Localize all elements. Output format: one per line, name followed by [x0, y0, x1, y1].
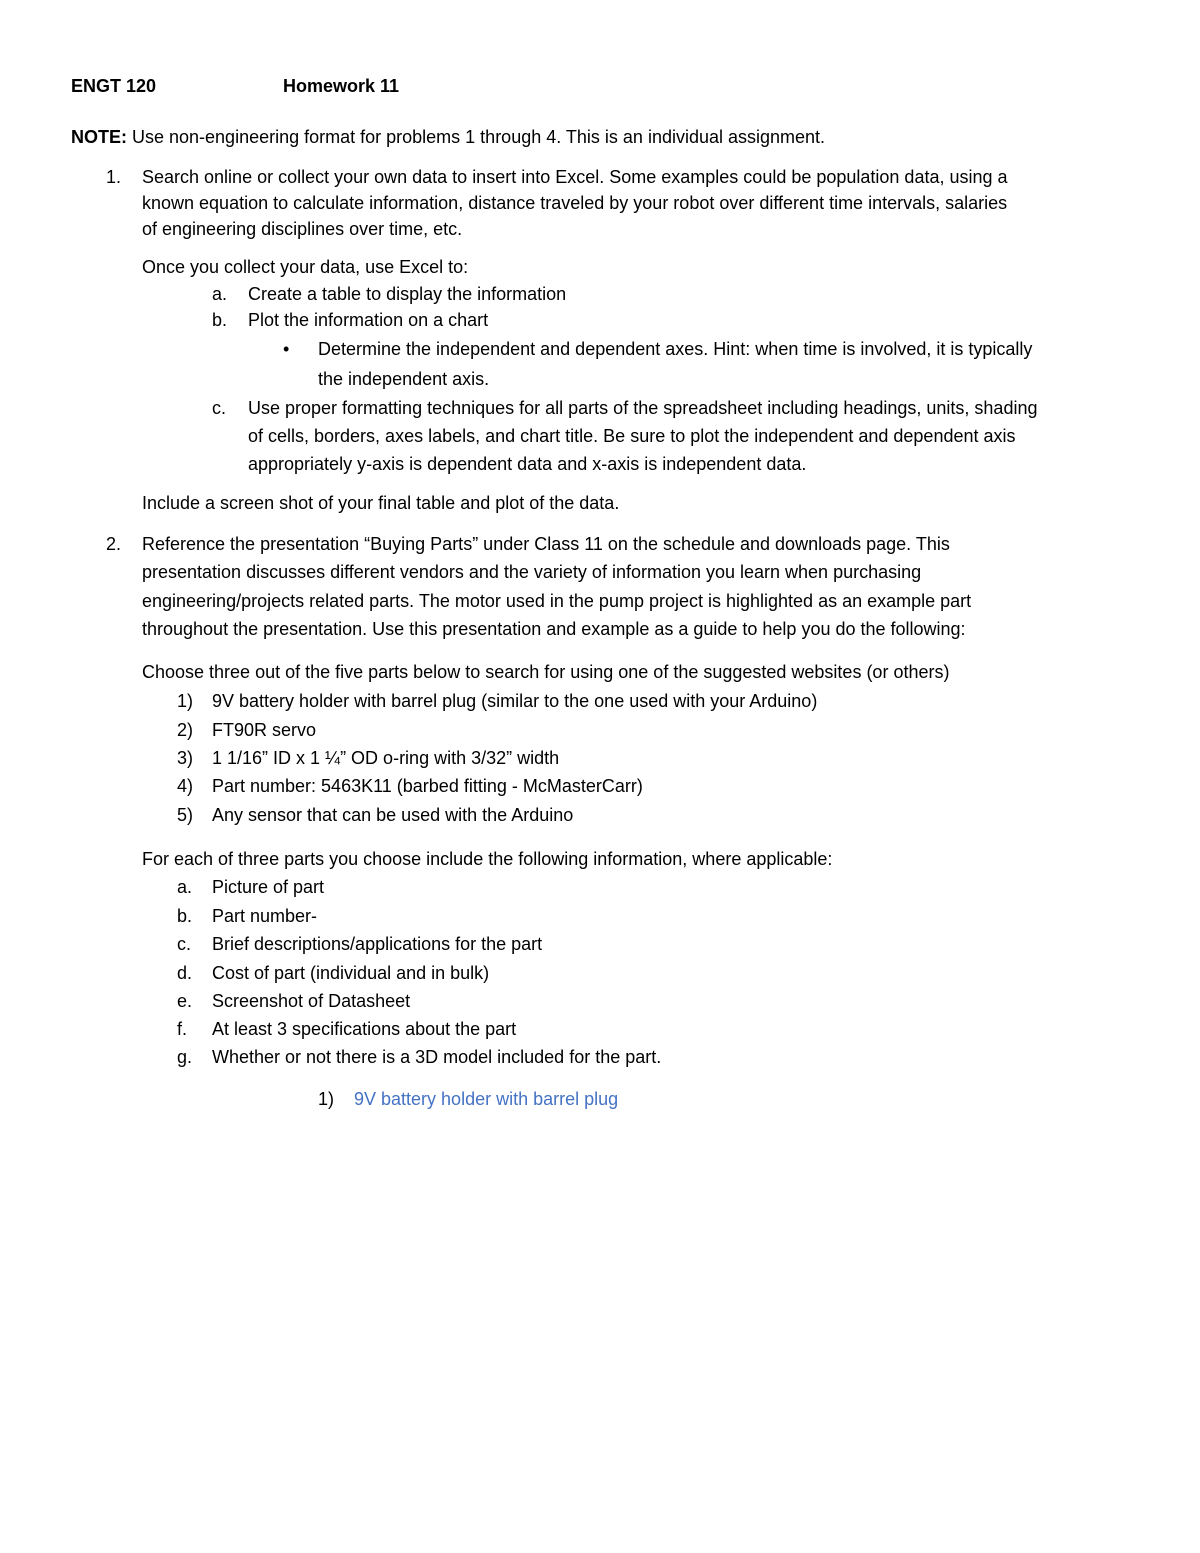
bullet-line: Determine the independent and dependent axes. Hint: when time is involved, it is typically [318, 339, 1033, 359]
list-marker: a. [212, 284, 228, 304]
problem-2-line: engineering/projects related parts. The motor used in the pump project is highlighted as an example part [142, 591, 972, 611]
bullet-line: the independent axis. [318, 369, 490, 389]
list-item-line: of cells, borders, axes labels, and chart title. Be sure to plot the independent and dependent axis [248, 426, 1016, 446]
problem-1-line: Search online or collect your own data to insert into Excel. Some examples could be population data, using a [142, 167, 1008, 187]
list-marker: g. [177, 1047, 193, 1067]
list-marker: 1) [177, 691, 194, 711]
note-text: Use non-engineering format for problems 1 through 4. This is an individual assignment. [127, 127, 826, 147]
problem-1-line: of engineering disciplines over time, etc. [142, 219, 463, 239]
problem-2-line: Reference the presentation “Buying Parts” under Class 11 on the schedule and downloads page. This [142, 534, 950, 554]
list-item: At least 3 specifications about the part [212, 1019, 517, 1039]
list-marker: a. [177, 877, 193, 897]
list-item: Screenshot of Datasheet [212, 991, 411, 1011]
problem-1-line: known equation to calculate information, distance traveled by your robot over different time intervals, salaries [142, 193, 1008, 213]
problem-2-info-intro: For each of three parts you choose include the following information, where applicable: [142, 849, 833, 869]
list-item-line: Use proper formatting techniques for all parts of the spreadsheet including headings, units, shading [248, 398, 1038, 418]
problem-1-number: 1. [106, 167, 122, 187]
list-item: Create a table to display the information [248, 284, 567, 304]
list-marker: b. [212, 310, 228, 330]
list-marker: e. [177, 991, 193, 1011]
list-marker: 4) [177, 776, 194, 796]
list-item: Part number: 5463K11 (barbed fitting - McMasterCarr) [212, 776, 643, 796]
list-marker: 5) [177, 805, 194, 825]
answer-heading: 9V battery holder with barrel plug [354, 1089, 619, 1109]
problem-2-line: throughout the presentation. Use this presentation and example as a guide to help you do the following: [142, 619, 966, 639]
course-code: ENGT 120 [71, 76, 157, 96]
list-item: 1 1/16” ID x 1 ¼” OD o-ring with 3/32” width [212, 748, 560, 768]
list-item-line: appropriately y-axis is dependent data and x-axis is independent data. [248, 454, 807, 474]
list-item: Part number- [212, 906, 318, 926]
list-marker: 3) [177, 748, 194, 768]
list-marker: c. [212, 398, 227, 418]
list-item: Brief descriptions/applications for the part [212, 934, 543, 954]
list-item: 9V battery holder with barrel plug (similar to the one used with your Arduino) [212, 691, 818, 711]
list-item: Cost of part (individual and in bulk) [212, 963, 490, 983]
problem-1-closing: Include a screen shot of your final table and plot of the data. [142, 493, 620, 513]
problem-1-intro: Once you collect your data, use Excel to: [142, 257, 469, 277]
note-label: NOTE: [71, 127, 127, 147]
list-marker: b. [177, 906, 193, 926]
problem-2-line: presentation discusses different vendors and the variety of information you learn when purchasing [142, 562, 922, 582]
note [71, 126, 825, 148]
list-item: Picture of part [212, 877, 325, 897]
list-item: Any sensor that can be used with the Arduino [212, 805, 574, 825]
list-marker: f. [177, 1019, 188, 1039]
problem-2-choose: Choose three out of the five parts below to search for using one of the suggested websites (or others) [142, 662, 950, 682]
list-item: FT90R servo [212, 720, 317, 740]
problem-2-number: 2. [106, 534, 122, 554]
page-title: Homework 11 [283, 76, 400, 96]
bullet-icon: • [283, 339, 290, 359]
list-marker: d. [177, 963, 193, 983]
list-marker: c. [177, 934, 192, 954]
answer-marker: 1) [318, 1089, 335, 1109]
list-marker: 2) [177, 720, 194, 740]
list-item: Whether or not there is a 3D model included for the part. [212, 1047, 662, 1067]
list-item: Plot the information on a chart [248, 310, 489, 330]
